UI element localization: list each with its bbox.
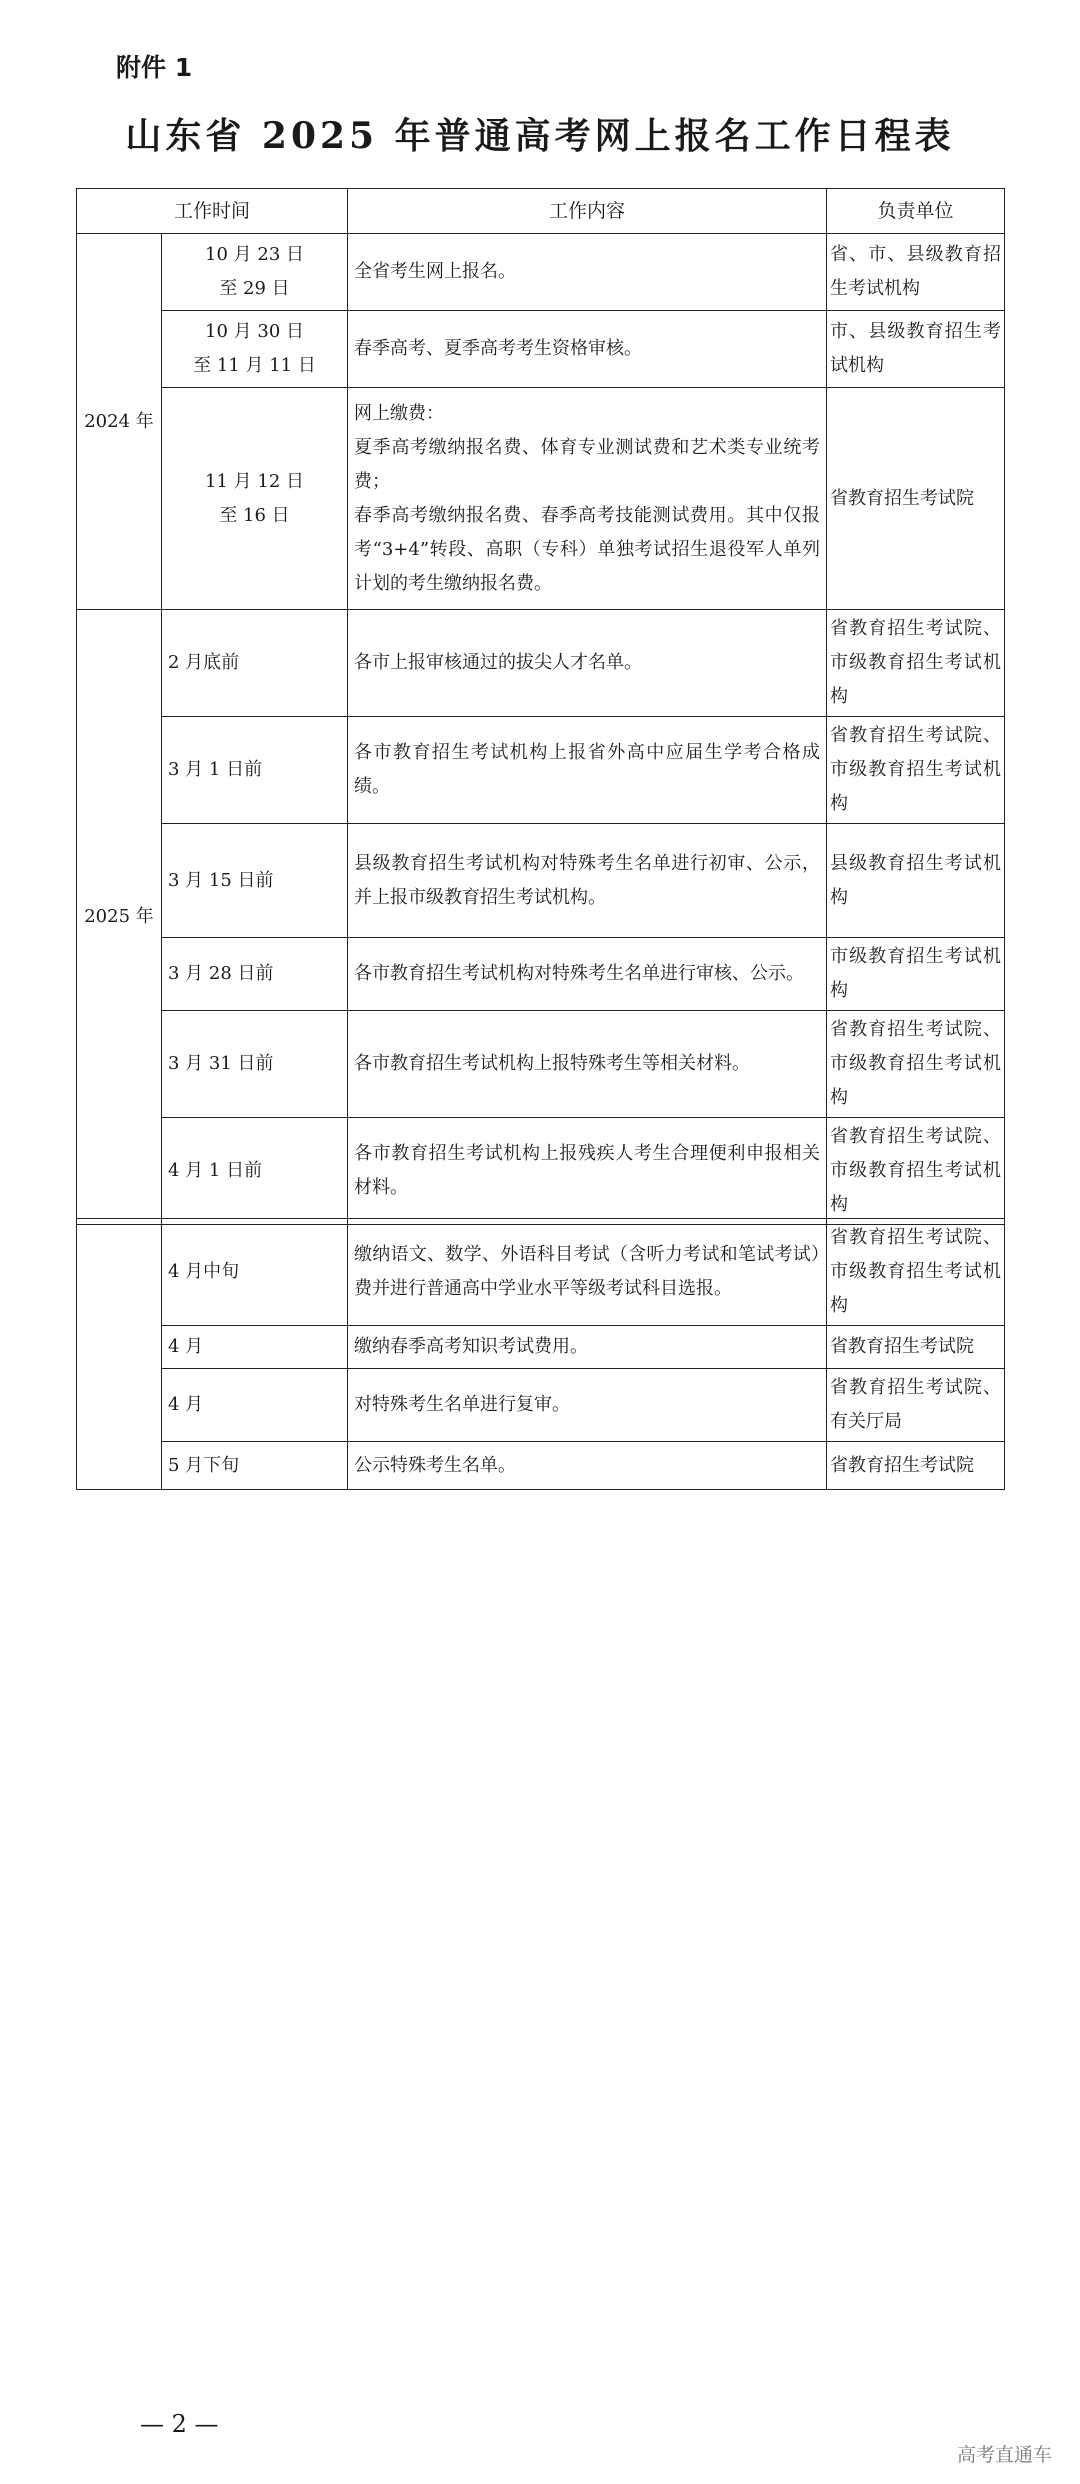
watermark: 高考直通车 (956, 2444, 1052, 2466)
time-line: 10 月 30 日 (205, 321, 304, 342)
content-cell: 缴纳春季高考知识考试费用。 (348, 1326, 827, 1369)
content-cell: 全省考生网上报名。 (348, 234, 827, 311)
unit-cell: 省教育招生考试院、市级教育招生考试机构 (827, 1118, 1005, 1225)
unit-cell: 省教育招生考试院、市级教育招生考试机构 (827, 717, 1005, 824)
table-row (77, 824, 1005, 938)
content-cell: 各市教育招生考试机构上报残疾人考生合理便利申报相关材料。 (348, 1118, 827, 1225)
time-cell: 3 月 15 日前 (162, 824, 348, 938)
time-cell (162, 311, 348, 388)
table-row (77, 1442, 1005, 1490)
time-line: 至 11 月 11 日 (193, 355, 316, 376)
attachment-label: 附件 1 (116, 53, 193, 82)
unit-cell: 省教育招生考试院、市级教育招生考试机构 (827, 610, 1005, 717)
table-row (77, 1011, 1005, 1118)
year-2024: 2024 年 (77, 234, 162, 610)
content-cell (348, 388, 827, 610)
time-cell: 5 月下旬 (162, 1442, 348, 1490)
time-cell: 3 月 28 日前 (162, 938, 348, 1011)
content-cell: 春季高考、夏季高考考生资格审核。 (348, 311, 827, 388)
time-cell: 3 月 1 日前 (162, 717, 348, 824)
time-line: 至 16 日 (219, 504, 290, 526)
time-line: 至 29 日 (219, 278, 290, 299)
content-cell: 公示特殊考生名单。 (348, 1442, 827, 1490)
unit-cell: 省、市、县级教育招生考试机构 (827, 234, 1005, 311)
unit-cell: 县级教育招生考试机构 (827, 824, 1005, 938)
time-cell: 2 月底前 (162, 610, 348, 717)
table-header-row (77, 189, 1005, 234)
unit-cell: 省教育招生考试院、市级教育招生考试机构 (827, 1219, 1005, 1326)
schedule-table-continued (76, 1218, 1005, 1490)
content-line: 网上缴费： (354, 402, 445, 424)
time-cell (162, 388, 348, 610)
year-cell-empty (77, 1219, 162, 1490)
unit-cell: 省教育招生考试院、有关厅局 (827, 1369, 1005, 1442)
table-row (77, 234, 1005, 311)
unit-cell: 省教育招生考试院 (827, 1326, 1005, 1369)
content-cell: 各市教育招生考试机构对特殊考生名单进行审核、公示。 (348, 938, 827, 1011)
unit-cell: 省教育招生考试院 (827, 1442, 1005, 1490)
time-cell: 4 月中旬 (162, 1219, 348, 1326)
header-unit: 负责单位 (827, 189, 1005, 234)
schedule-table (76, 188, 1005, 1225)
time-line: 11 月 12 日 (205, 470, 304, 492)
table-row (77, 1369, 1005, 1442)
content-cell: 对特殊考生名单进行复审。 (348, 1369, 827, 1442)
table-row (77, 717, 1005, 824)
table-row (77, 1219, 1005, 1326)
table-row (77, 1326, 1005, 1369)
content-cell: 各市教育招生考试机构上报省外高中应届生学考合格成绩。 (348, 717, 827, 824)
table-row (77, 388, 1005, 610)
content-line: 夏季高考缴纳报名费、体育专业测试费和艺术类专业统考费； (354, 436, 821, 492)
content-cell: 县级教育招生考试机构对特殊考生名单进行初审、公示，并上报市级教育招生考试机构。 (348, 824, 827, 938)
year-2025: 2025 年 (77, 610, 162, 1225)
table-row (77, 1118, 1005, 1225)
content-cell: 各市教育招生考试机构上报特殊考生等相关材料。 (348, 1011, 827, 1118)
table-row (77, 938, 1005, 1011)
table-row (77, 610, 1005, 717)
unit-cell: 省教育招生考试院、市级教育招生考试机构 (827, 1011, 1005, 1118)
time-cell: 4 月 1 日前 (162, 1118, 348, 1225)
time-cell: 4 月 (162, 1326, 348, 1369)
time-line: 10 月 23 日 (205, 244, 304, 265)
header-content: 工作内容 (348, 189, 827, 234)
table-row (77, 311, 1005, 388)
time-cell: 3 月 31 日前 (162, 1011, 348, 1118)
time-cell: 4 月 (162, 1369, 348, 1442)
content-line: 春季高考缴纳报名费、春季高考技能测试费用。其中仅报考“3+4”转段、高职（专科）单独考试招生退役军人单列计划的考生缴纳报名费。 (354, 504, 821, 594)
unit-cell: 市、县级教育招生考试机构 (827, 311, 1005, 388)
page-title: 山东省 2025 年普通高考网上报名工作日程表 (125, 115, 955, 157)
content-cell: 缴纳语文、数学、外语科目考试（含听力考试和笔试考试）费并进行普通高中学业水平等级考试科目选报。 (348, 1219, 827, 1326)
time-cell (162, 234, 348, 311)
content-cell: 各市上报审核通过的拔尖人才名单。 (348, 610, 827, 717)
page-number: — 2 — (140, 2410, 219, 2438)
unit-cell: 市级教育招生考试机构 (827, 938, 1005, 1011)
header-time: 工作时间 (77, 189, 348, 234)
unit-cell: 省教育招生考试院 (827, 388, 1005, 610)
